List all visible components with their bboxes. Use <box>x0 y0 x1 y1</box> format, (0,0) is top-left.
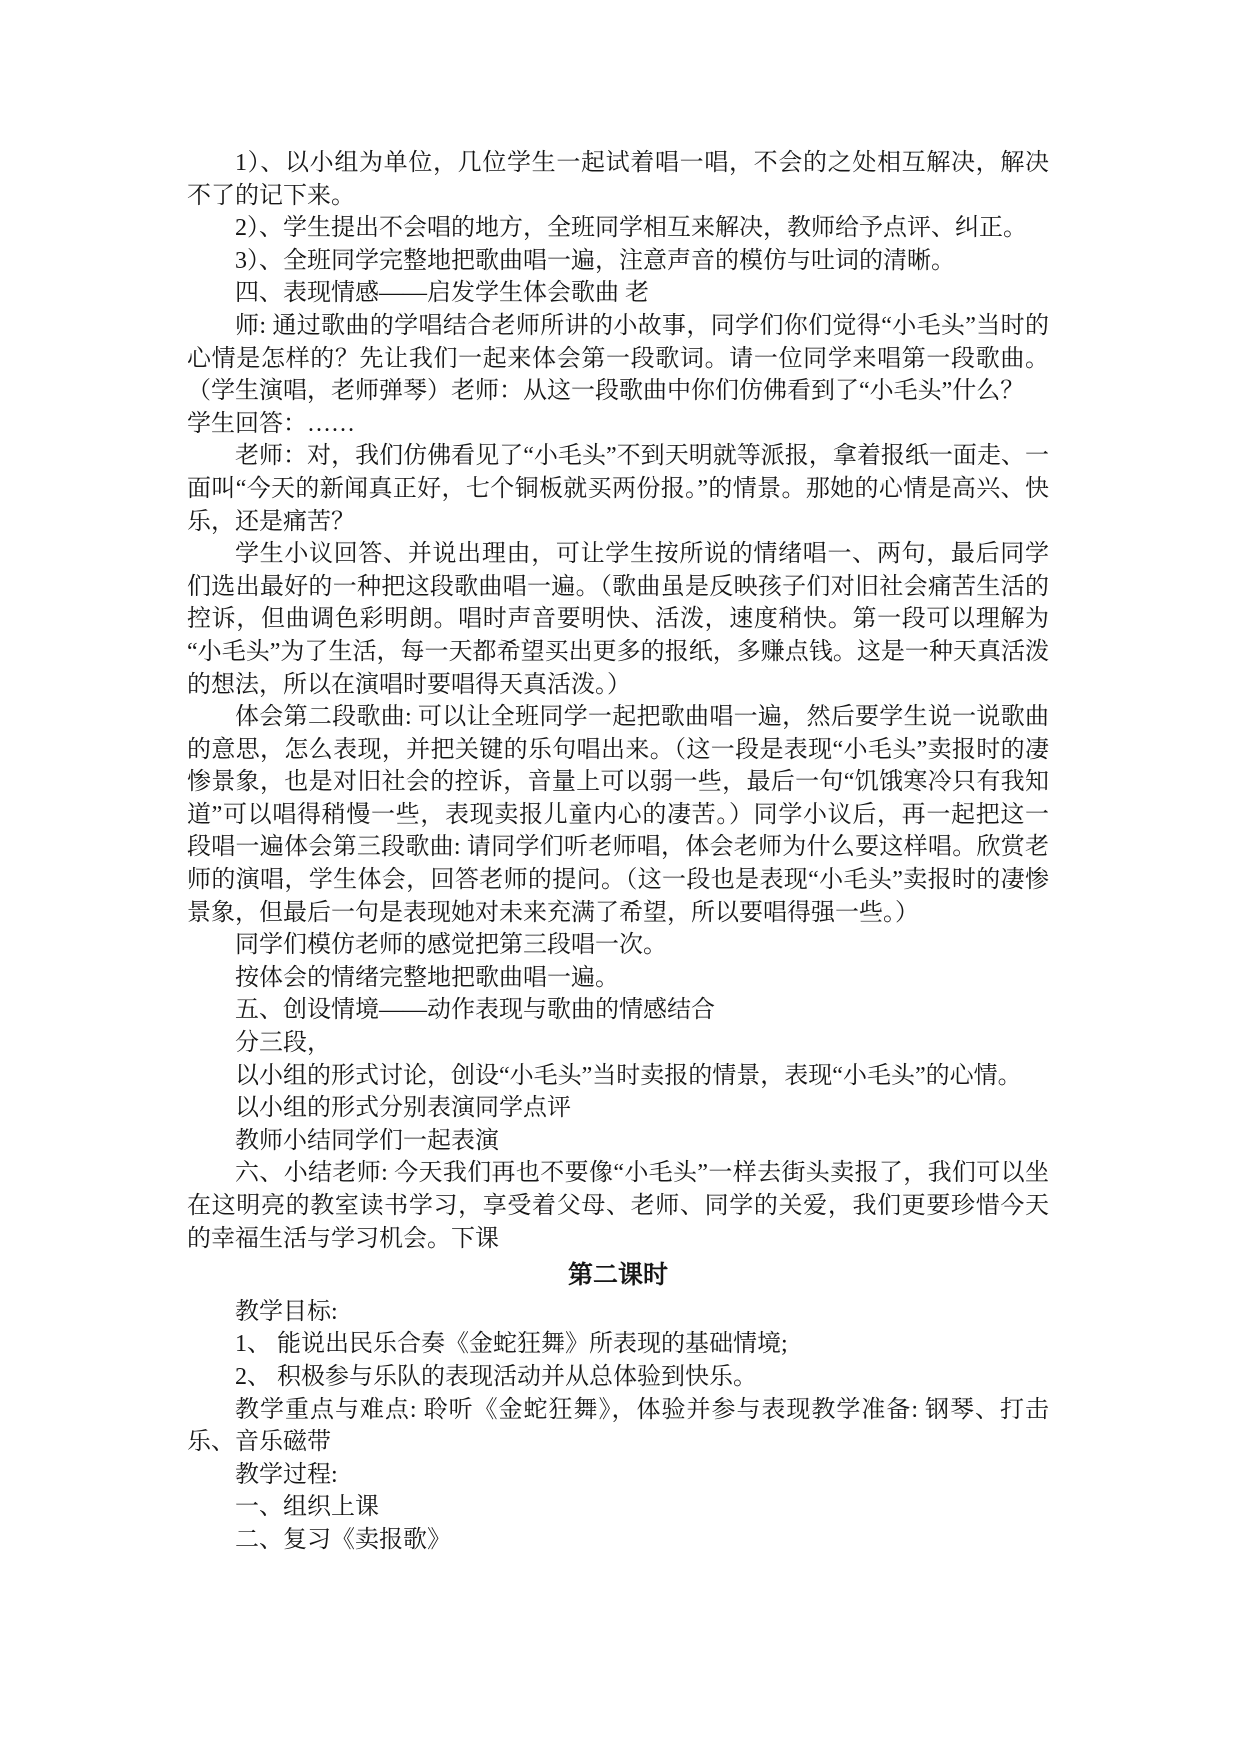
paragraph: 2、 积极参与乐队的表现活动并从总体验到快乐。 <box>235 1363 757 1390</box>
paragraph: 六、小结老师: 今天我们再也不要像“小毛头”一样去街头卖报了，我们可以坐在这明亮的教室读书学习，享受着父母、老师、同学的关爱，我们更要珍惜今天的幸福生活与学习机会。下课 <box>187 1160 1049 1252</box>
paragraph: 五、创设情境——动作表现与歌曲的情感结合 <box>235 997 715 1024</box>
paragraph: 四、表现情感——启发学生体会歌曲 老 <box>235 280 649 307</box>
paragraph: 教学过程: <box>235 1461 338 1488</box>
paragraph: 以小组的形式分别表演同学点评 <box>235 1095 571 1122</box>
paragraph: 学生小议回答、并说出理由，可让学生按所说的情绪唱一、两句，最后同学们选出最好的一种把这段歌曲唱一遍。（歌曲虽是反映孩子们对旧社会痛苦生活的控诉，但曲调色彩明朗。唱时声音要明快、活泼，速度稍快。第一段可以理解为“小毛头”为了生活，每一天都希望买出更多的报纸，多赚点钱。这是一种天真活泼的想法，所以在演唱时要唱得天真活泼。） <box>187 541 1049 698</box>
paragraph: 教师小结同学们一起表演 <box>235 1127 499 1154</box>
section-heading: 第二课时 <box>567 1262 668 1290</box>
paragraph: 体会第二段歌曲: 可以让全班同学一起把歌曲唱一遍，然后要学生说一说歌曲的意思，怎么表现，并把关键的乐句唱出来。（这一段是表现“小毛头”卖报时的凄惨景象，也是对旧社会的控诉，音量上可以弱一些，最后一句“饥饿寒冷只有我知道”可以唱得稍慢一些，表现卖报儿童内心的凄苦。）同学小议后，再一起把这一段唱一遍体会第三段歌曲: 请同学们听老师唱，体会老师为什么要这样唱。欣赏老师的演唱，学生体会，回答老师的提问。（这一段也是表现“小毛头”卖报时的凄惨景象，但最后一句是表现她对未来充满了希望，所以要唱得强一些。） <box>187 704 1049 926</box>
paragraph: 按体会的情绪完整地把歌曲唱一遍。 <box>235 964 619 991</box>
paragraph: 一、组织上课 <box>235 1494 379 1521</box>
paragraph: 3）、全班同学完整地把歌曲唱一遍，注意声音的模仿与吐词的清晰。 <box>235 247 955 274</box>
paragraph: 1）、以小组为单位，几位学生一起试着唱一唱，不会的之处相互解决，解决不了的记下来。 <box>187 150 1049 209</box>
paragraph: 学生回答：…… <box>187 410 355 437</box>
paragraph: 同学们模仿老师的感觉把第三段唱一次。 <box>235 932 667 959</box>
paragraph: 教学目标: <box>235 1298 338 1325</box>
paragraph: 二、复习《卖报歌》 <box>235 1526 451 1553</box>
paragraph: 老师：对，我们仿佛看见了“小毛头”不到天明就等派报，拿着报纸一面走、一面叫“今天的新闻真正好，七个铜板就买两份报。”的情景。那她的心情是高兴、快乐，还是痛苦？ <box>187 443 1049 535</box>
paragraph: 教学重点与难点: 聆听《金蛇狂舞》，体验并参与表现教学准备: 钢琴、打击乐、音乐磁带 <box>187 1396 1049 1456</box>
paragraph: 1、 能说出民乐合奏《金蛇狂舞》所表现的基础情境; <box>235 1331 788 1358</box>
document-body <box>187 147 1049 1557</box>
paragraph: 师: 通过歌曲的学唱结合老师所讲的小故事，同学们你们觉得“小毛头”当时的心情是怎样的？先让我们一起来体会第一段歌词。请一位同学来唱第一段歌曲。（学生演唱，老师弹琴）老师：从这一段歌曲中你们仿佛看到了“小毛头”什么？ <box>187 312 1049 405</box>
paragraph: 以小组的形式讨论，创设“小毛头”当时卖报的情景，表现“小毛头”的心情。 <box>235 1062 1022 1089</box>
paragraph: 分三段， <box>235 1030 331 1057</box>
paragraph: 2）、学生提出不会唱的地方，全班同学相互来解决，教师给予点评、纠正。 <box>235 215 1027 242</box>
